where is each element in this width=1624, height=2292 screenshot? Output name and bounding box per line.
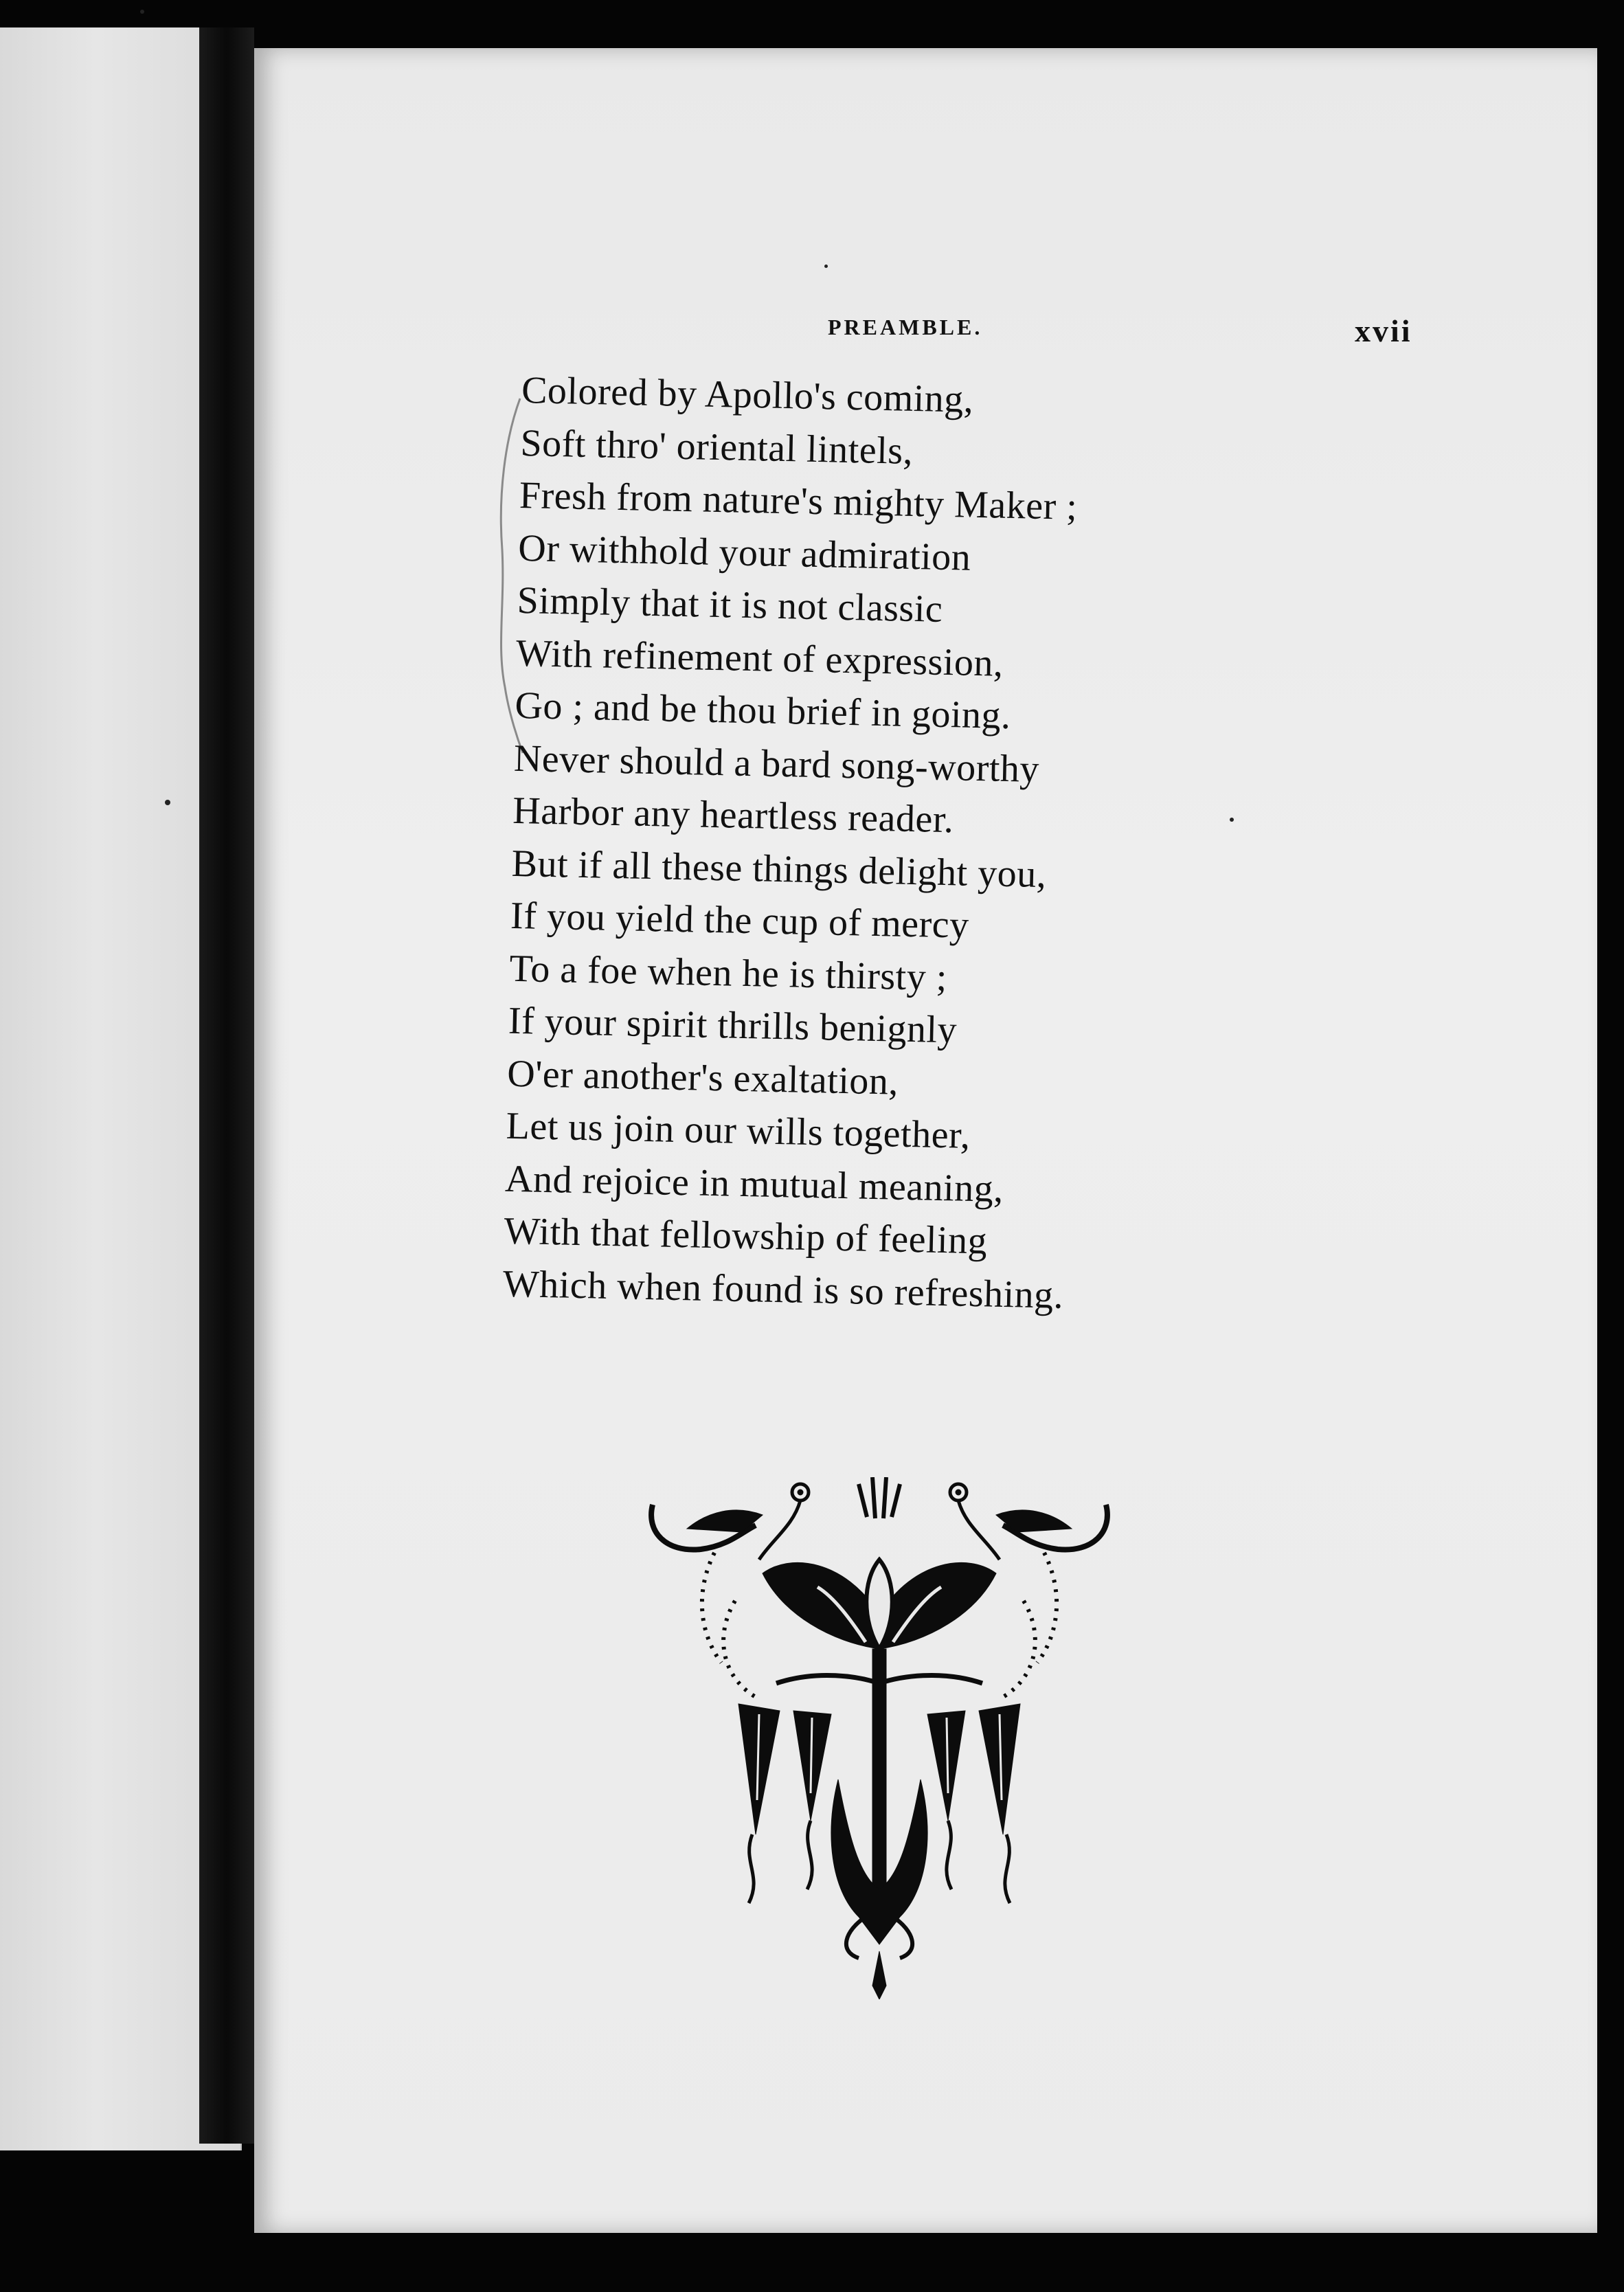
poem-line: Never should a bard song-worthy: [513, 737, 1040, 791]
poem-line: Let us join our wills together,: [506, 1104, 971, 1157]
poem-line: Fresh from nature's mighty Maker ;: [519, 473, 1078, 528]
poem-line: With that fellowship of feeling: [503, 1209, 988, 1263]
poem-line: If your spirit thrills benignly: [508, 999, 958, 1052]
poem-line: Which when found is so refreshing.: [502, 1262, 1064, 1317]
poem-line: To a foe when he is thirsty ;: [508, 947, 948, 999]
poem-line: But if all these things delight you,: [511, 842, 1047, 896]
poem-line: If you yield the cup of mercy: [510, 894, 970, 947]
poem-line: With refinement of expression,: [515, 631, 1004, 685]
poem-stanza: [502, 364, 1292, 1326]
page-number: xvii: [1355, 313, 1412, 348]
poem-line: Soft thro' oriental lintels,: [519, 421, 914, 473]
poem-line: Harbor any heartless reader.: [512, 789, 955, 842]
poem-line: And rejoice in mutual meaning,: [504, 1157, 1004, 1211]
paper-speck: [824, 265, 828, 268]
paper-speck: [165, 800, 170, 805]
poem-line: Colored by Apollo's coming,: [521, 368, 974, 421]
running-head: PREAMBLE.: [828, 315, 983, 339]
poem-line: Go ; and be thou brief in going.: [514, 684, 1012, 738]
floral-tailpiece-ornament-icon: [639, 1477, 1120, 1999]
poem-line: O'er another's exaltation,: [506, 1052, 899, 1103]
poem-line: Or withhold your admiration: [517, 526, 971, 579]
book-gutter: [199, 27, 254, 2144]
poem-line: Simply that it is not classic: [517, 578, 943, 631]
paper-speck: [1230, 818, 1234, 822]
paper-speck: [140, 10, 144, 14]
